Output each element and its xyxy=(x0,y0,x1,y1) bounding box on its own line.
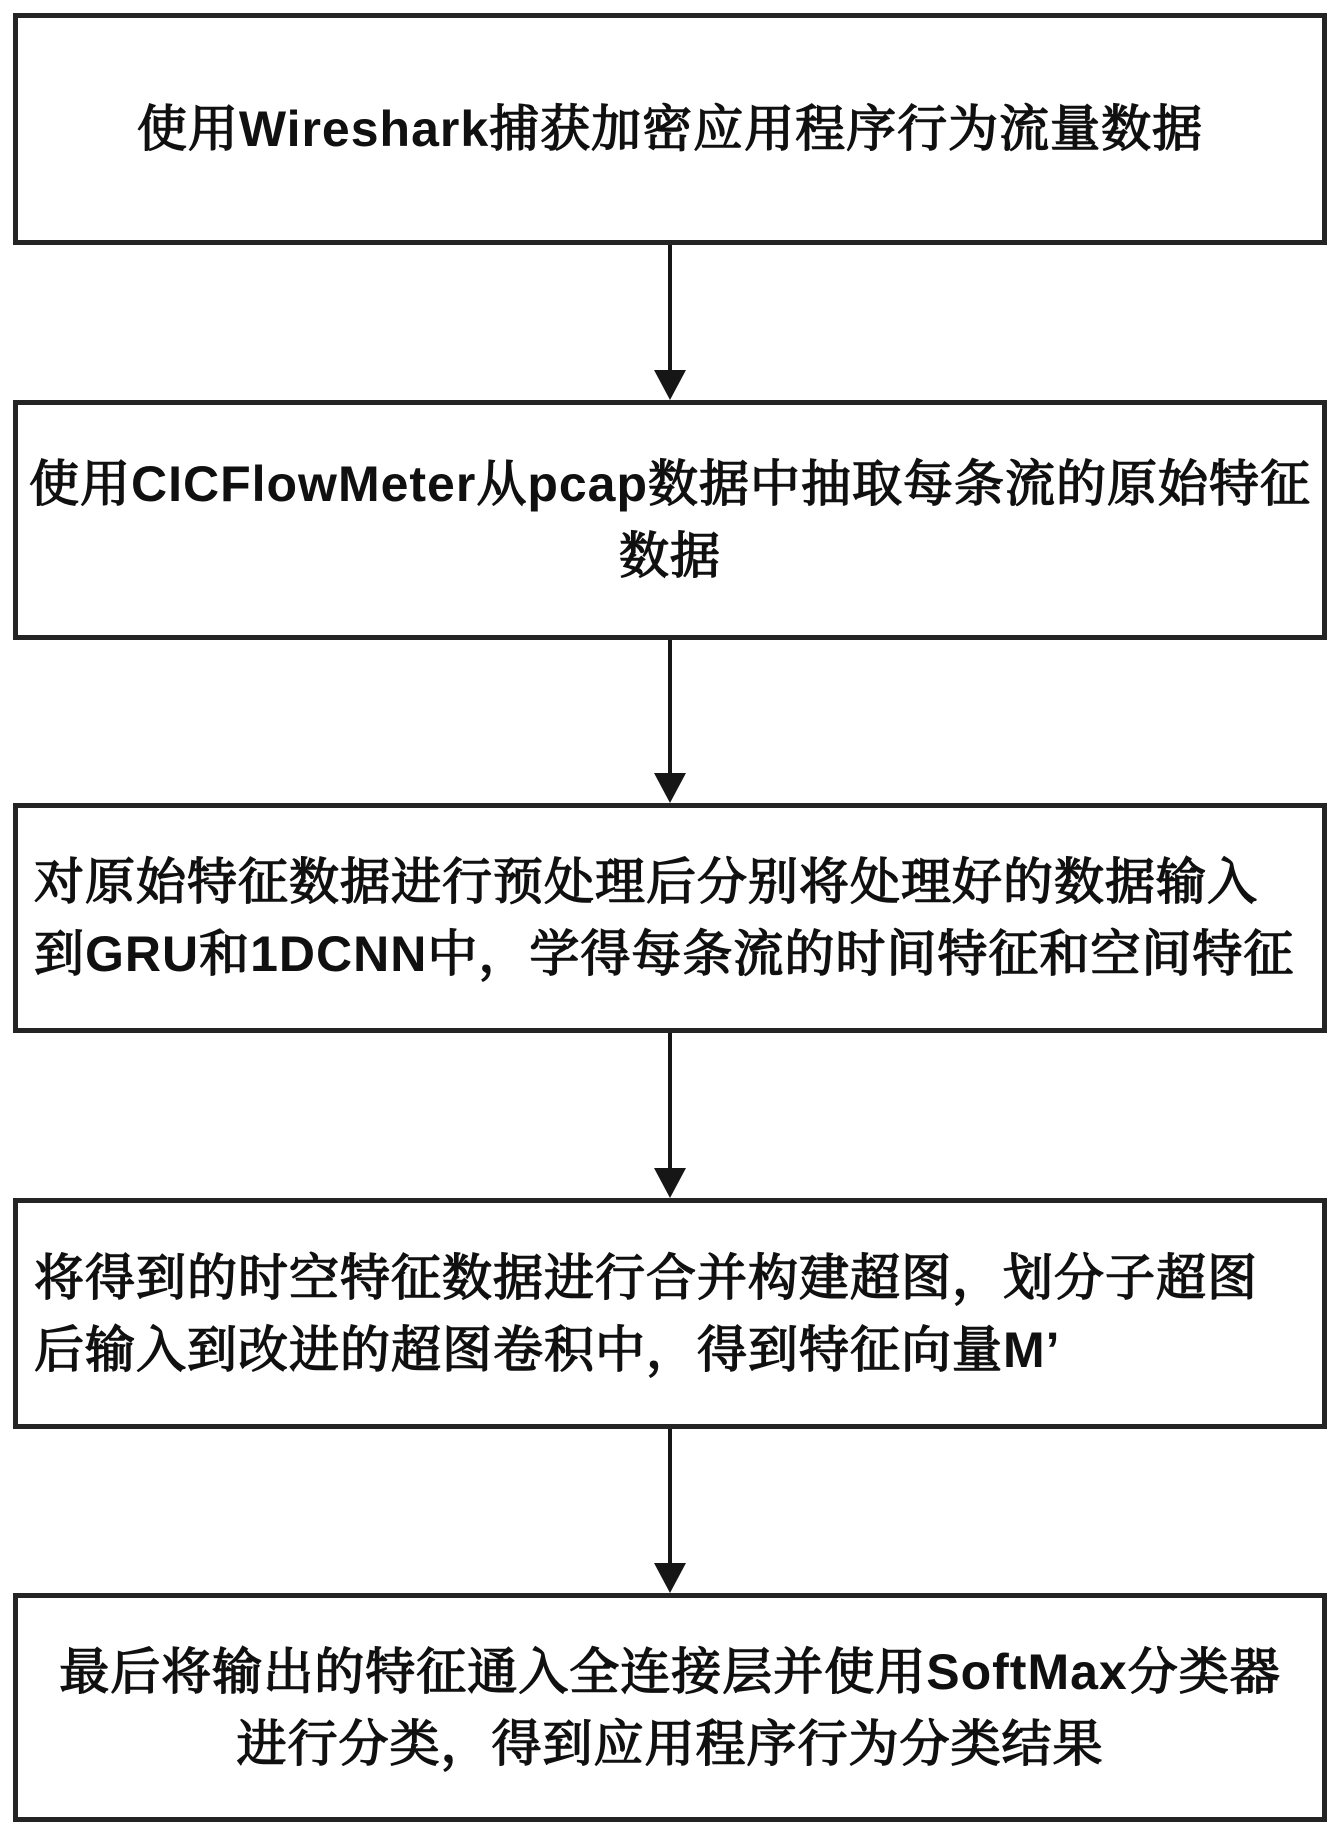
down-arrow-connector-4 xyxy=(654,1429,686,1593)
flow-step-2 xyxy=(13,400,1327,640)
flow-step-3 xyxy=(13,803,1327,1033)
arrow-shaft xyxy=(668,1033,672,1168)
arrowhead-down-icon xyxy=(654,370,686,400)
flow-step-2-text-line-2: 数据 xyxy=(619,528,721,584)
down-arrow-connector-2 xyxy=(654,640,686,803)
flow-step-1 xyxy=(13,13,1327,245)
arrowhead-down-icon xyxy=(654,773,686,803)
flow-step-5-text-line-2: 进行分类，得到应用程序行为分类结果 xyxy=(236,1715,1104,1772)
flow-step-4-text-line-2: 后输入到改进的超图卷积中，得到特征向量M’ xyxy=(34,1321,1061,1378)
arrow-shaft xyxy=(668,1429,672,1563)
flow-step-4-text-line-1: 将得到的时空特征数据进行合并构建超图，划分子超图 xyxy=(34,1249,1258,1306)
flow-step-3-text-line-2: 到GRU和1DCNN中，学得每条流的时间特征和空间特征 xyxy=(34,926,1295,982)
down-arrow-connector-3 xyxy=(654,1033,686,1198)
flow-step-5 xyxy=(13,1593,1327,1822)
down-arrow-connector-1 xyxy=(654,245,686,400)
flow-step-2-text-line-1: 使用CICFlowMeter从pcap数据中抽取每条流的原始特征 xyxy=(28,456,1312,512)
flow-step-4 xyxy=(13,1198,1327,1429)
arrowhead-down-icon xyxy=(654,1563,686,1593)
arrow-shaft xyxy=(668,245,672,370)
arrowhead-down-icon xyxy=(654,1168,686,1198)
flow-step-5-text-line-1: 最后将输出的特征通入全连接层并使用SoftMax分类器 xyxy=(59,1643,1281,1700)
arrow-shaft xyxy=(668,640,672,773)
flow-step-3-text-line-1: 对原始特征数据进行预处理后分别将处理好的数据输入 xyxy=(34,854,1258,910)
flow-step-1-text: 使用Wireshark捕获加密应用程序行为流量数据 xyxy=(136,101,1204,157)
